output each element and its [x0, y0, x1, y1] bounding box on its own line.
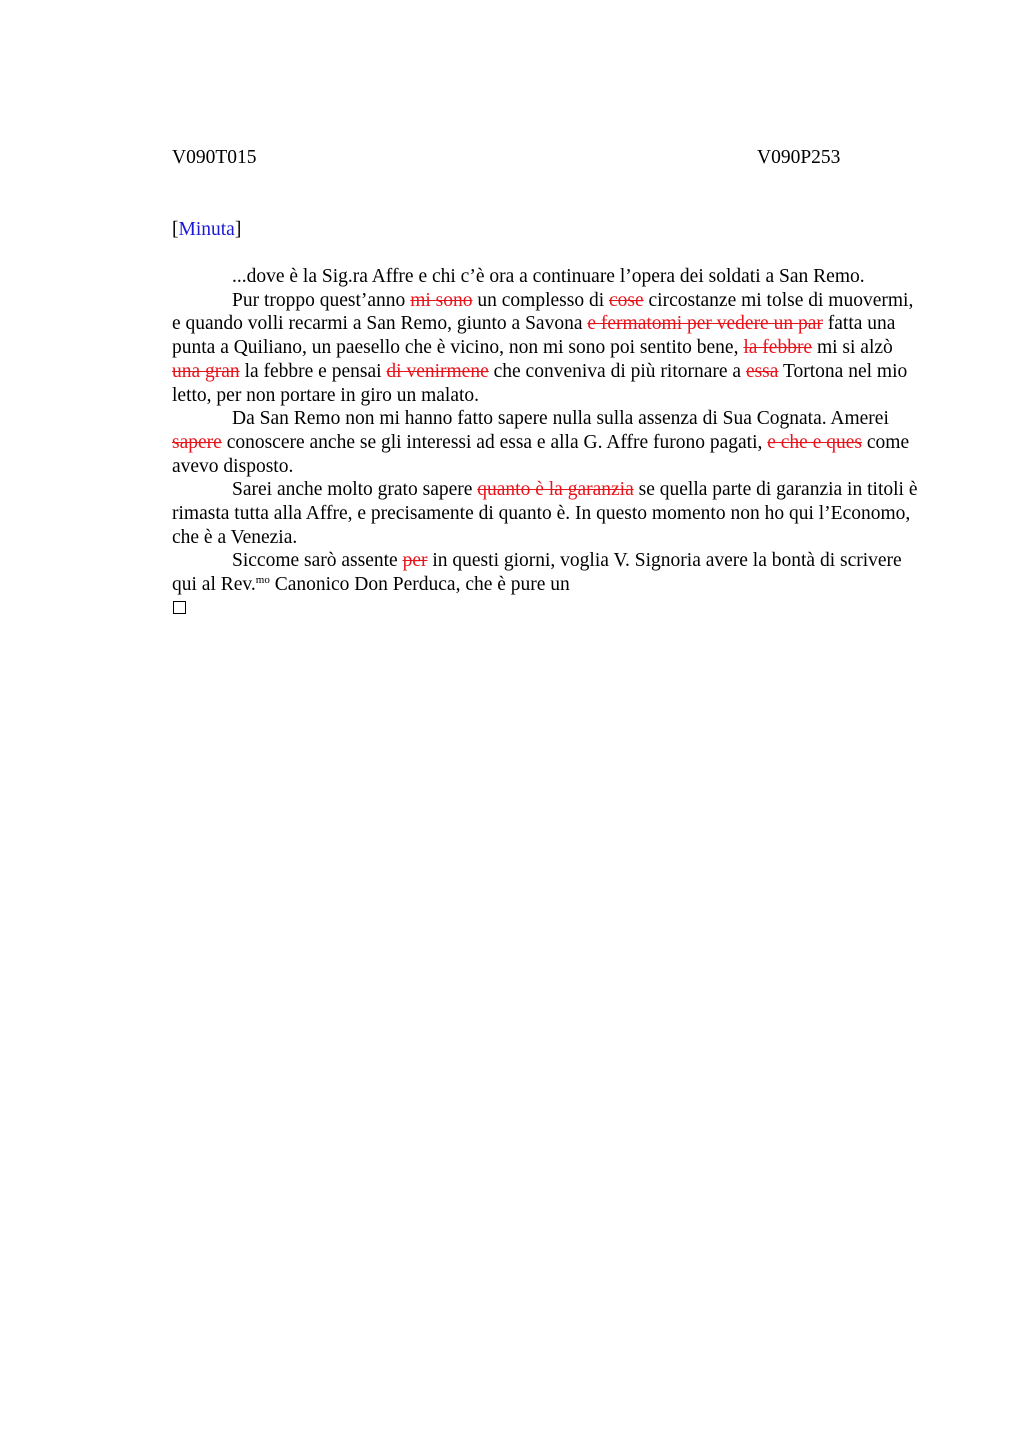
deleted-text: mi sono: [410, 289, 473, 311]
letter-body: [172, 265, 920, 597]
minuta-label: Minuta: [178, 219, 235, 240]
deleted-text: essa: [745, 360, 779, 382]
superscript-text: mo: [255, 574, 270, 587]
text-segment: ...dove è la Sig.ra Affre e chi c’è ora a continuare l’opera dei soldati a San Remo.: [232, 266, 865, 287]
text-segment: la febbre e pensai: [239, 360, 387, 382]
paragraph: [172, 289, 920, 408]
text-segment: circostanze mi tolse di muovermi, e quando volli recarmi a San Remo, giunto a Savona: [172, 289, 914, 335]
empty-square-icon: [173, 601, 186, 614]
paragraph: [172, 265, 920, 289]
text-segment: fatta una punta a Quiliano, un paesello che è vicino, non mi sono poi sentito bene,: [172, 313, 896, 359]
text-segment: conoscere anche se gli interessi ad essa e alla G. Affre furono pagati,: [221, 431, 768, 453]
paragraph: [172, 407, 920, 478]
deleted-text: cose: [609, 289, 644, 311]
deleted-text: la febbre: [743, 337, 813, 359]
deleted-text: sapere: [172, 431, 222, 453]
text-segment: Siccome sarò assente: [232, 550, 403, 572]
text-segment: un complesso di: [472, 289, 609, 311]
text-segment: Tortona nel mio letto, per non portare in giro un malato.: [172, 360, 908, 406]
paragraph: [172, 549, 920, 596]
text-segment: come avevo disposto.: [172, 431, 910, 477]
minuta-open-bracket: [: [172, 219, 179, 240]
text-segment: Sarei anche molto grato sapere: [232, 479, 478, 501]
deleted-text: e fermatomi per vedere un par: [587, 313, 823, 335]
text-segment: se quella parte di garanzia in titoli è rimasta tutta alla Affre, e precisamente di quanto è. In questo momento non ho qui l’Economo, che è a Venezia.: [172, 479, 918, 548]
deleted-text: e che e ques: [767, 431, 862, 453]
deleted-text: una gran: [172, 360, 240, 382]
minuta-close-bracket: ]: [234, 219, 242, 240]
document-code-left: V090T015: [172, 147, 257, 168]
text-segment: in questi giorni, voglia V. Signoria avere la bontà di scrivere qui al Rev.: [172, 550, 902, 596]
text-segment: che conveniva di più ritornare a: [488, 360, 746, 382]
text-segment: Da San Remo non mi hanno fatto sapere nulla sulla assenza di Sua Cognata. Amerei: [232, 408, 889, 430]
text-segment: Canonico Don Perduca, che è pure un: [269, 574, 570, 596]
deleted-text: per: [402, 550, 428, 572]
paragraph: [172, 478, 920, 549]
deleted-text: quanto è la garanzia: [477, 479, 634, 501]
text-segment: Pur troppo quest’anno: [232, 289, 411, 311]
deleted-text: di venirmene: [386, 360, 489, 382]
page-code-right: V090P253: [757, 147, 841, 168]
minuta-heading: [172, 218, 241, 242]
text-segment: mi si alzò: [812, 337, 893, 359]
